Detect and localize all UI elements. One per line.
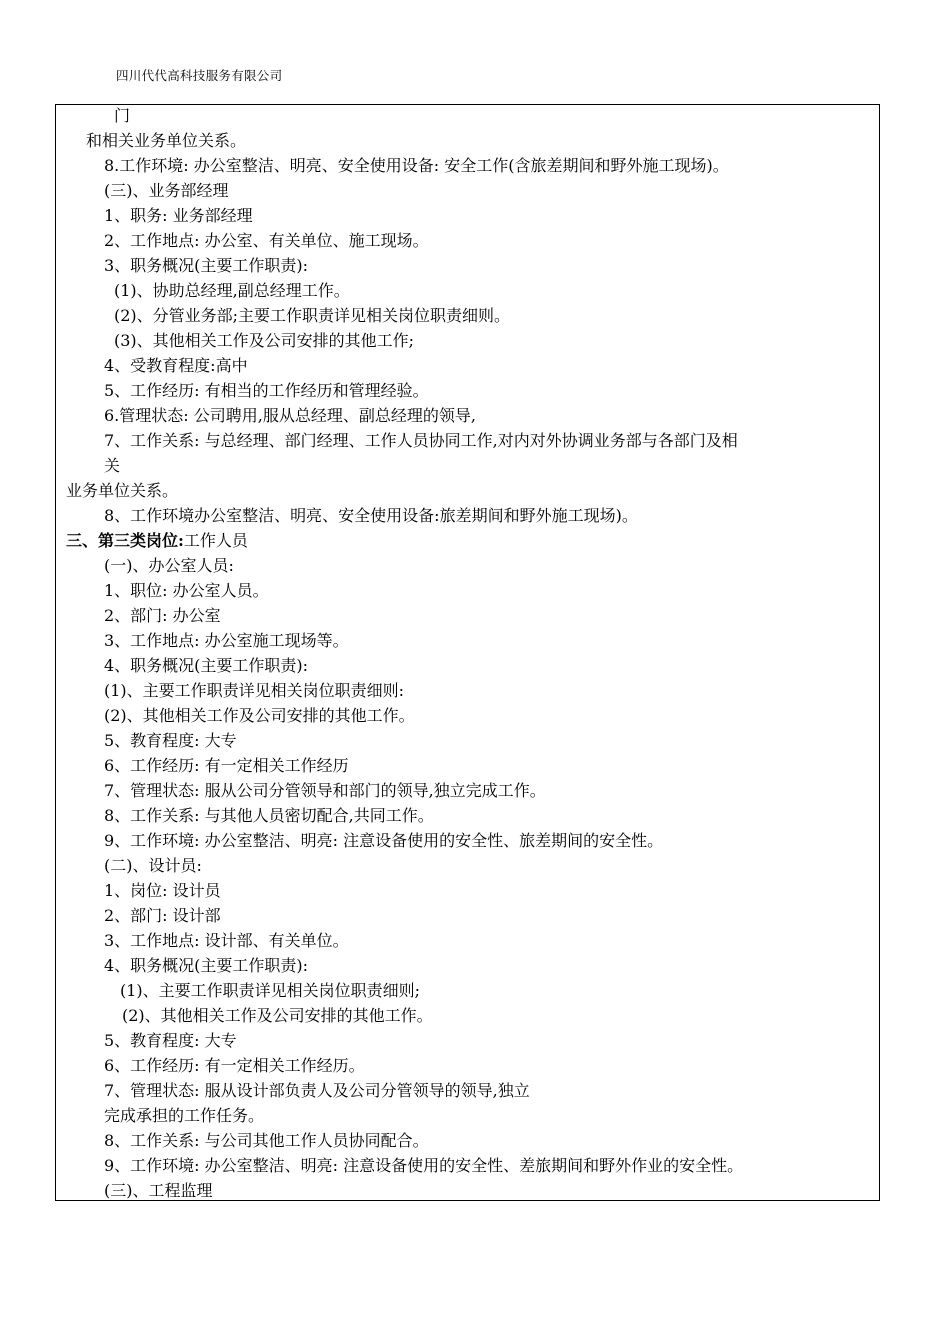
text-line: 6.管理状态: 公司聘用,服从总经理、副总经理的领导, [104, 406, 476, 425]
text-line: (2)、分管业务部;主要工作职责详见相关岗位职责细则。 [114, 306, 511, 325]
text-line: 2、部门: 办公室 [104, 606, 221, 625]
text-line: 4、受教育程度:高中 [104, 356, 248, 375]
section-heading: (二)、设计员: [104, 856, 202, 875]
section-heading: (一)、办公室人员: [104, 556, 234, 575]
text-line: (2)、其他相关工作及公司安排的其他工作。 [122, 1006, 433, 1025]
text-line: 5、工作经历: 有相当的工作经历和管理经验。 [104, 381, 429, 400]
text-line: 和相关业务单位关系。 [86, 131, 247, 150]
section-heading: (三)、工程监理 [104, 1181, 213, 1200]
text-line: 门 [114, 106, 131, 125]
text-line: (1)、主要工作职责详见相关岗位职责细则: [104, 681, 405, 700]
text-line: 2、部门: 设计部 [104, 906, 221, 925]
text-line: 1、职位: 办公室人员。 [104, 581, 269, 600]
text-line: 9、工作环境: 办公室整洁、明亮: 注意设备使用的安全性、旅差期间的安全性。 [104, 831, 664, 850]
text-line: 5、教育程度: 大专 [104, 1031, 237, 1050]
text-line: 8、工作关系: 与其他人员密切配合,共同工作。 [104, 806, 434, 825]
text-line: 8.工作环境: 办公室整洁、明亮、安全使用设备: 安全工作(含旅差期间和野外施工现场)。 [104, 156, 729, 175]
text-line: 4、职务概况(主要工作职责): [104, 956, 309, 975]
text-line: 8、工作关系: 与公司其他工作人员协同配合。 [104, 1131, 429, 1150]
text-line: 业务单位关系。 [66, 481, 179, 500]
category-title: 三、第三类岗位: [66, 531, 184, 550]
text-line: 3、职务概况(主要工作职责): [104, 256, 309, 275]
text-line: 6、工作经历: 有一定相关工作经历 [104, 756, 349, 775]
text-line: 7、工作关系: 与总经理、部门经理、工作人员协同工作,对内对外协调业务部与各部门及相 [104, 431, 738, 450]
company-header: 四川代代高科技服务有限公司 [116, 68, 283, 83]
section-heading [66, 531, 248, 551]
text-line: 9、工作环境: 办公室整洁、明亮: 注意设备使用的安全性、差旅期间和野外作业的安全性。 [104, 1156, 744, 1175]
text-line: 4、职务概况(主要工作职责): [104, 656, 309, 675]
text-line: (2)、其他相关工作及公司安排的其他工作。 [104, 706, 415, 725]
text-line: (3)、其他相关工作及公司安排的其他工作; [114, 331, 415, 350]
text-line: 6、工作经历: 有一定相关工作经历。 [104, 1056, 365, 1075]
text-line: 1、岗位: 设计员 [104, 881, 221, 900]
text-line: 5、教育程度: 大专 [104, 731, 237, 750]
text-line: 3、工作地点: 办公室施工现场等。 [104, 631, 349, 650]
text-line: 完成承担的工作任务。 [104, 1106, 265, 1125]
text-line: 7、管理状态: 服从公司分管领导和部门的领导,独立完成工作。 [104, 781, 546, 800]
category-name: 工作人员 [183, 531, 248, 550]
text-line: 关 [104, 456, 121, 475]
section-heading: (三)、业务部经理 [104, 181, 229, 200]
text-line: 3、工作地点: 设计部、有关单位。 [104, 931, 349, 950]
text-line: 2、工作地点: 办公室、有关单位、施工现场。 [104, 231, 429, 250]
text-line: 8、工作环境办公室整洁、明亮、安全使用设备:旅差期间和野外施工现场)。 [104, 506, 638, 525]
text-line: (1)、主要工作职责详见相关岗位职责细则; [120, 981, 421, 1000]
text-line: 1、职务: 业务部经理 [104, 206, 253, 225]
text-line: 7、管理状态: 服从设计部负责人及公司分管领导的领导,独立 [104, 1081, 530, 1100]
text-line: (1)、协助总经理,副总经理工作。 [114, 281, 350, 300]
